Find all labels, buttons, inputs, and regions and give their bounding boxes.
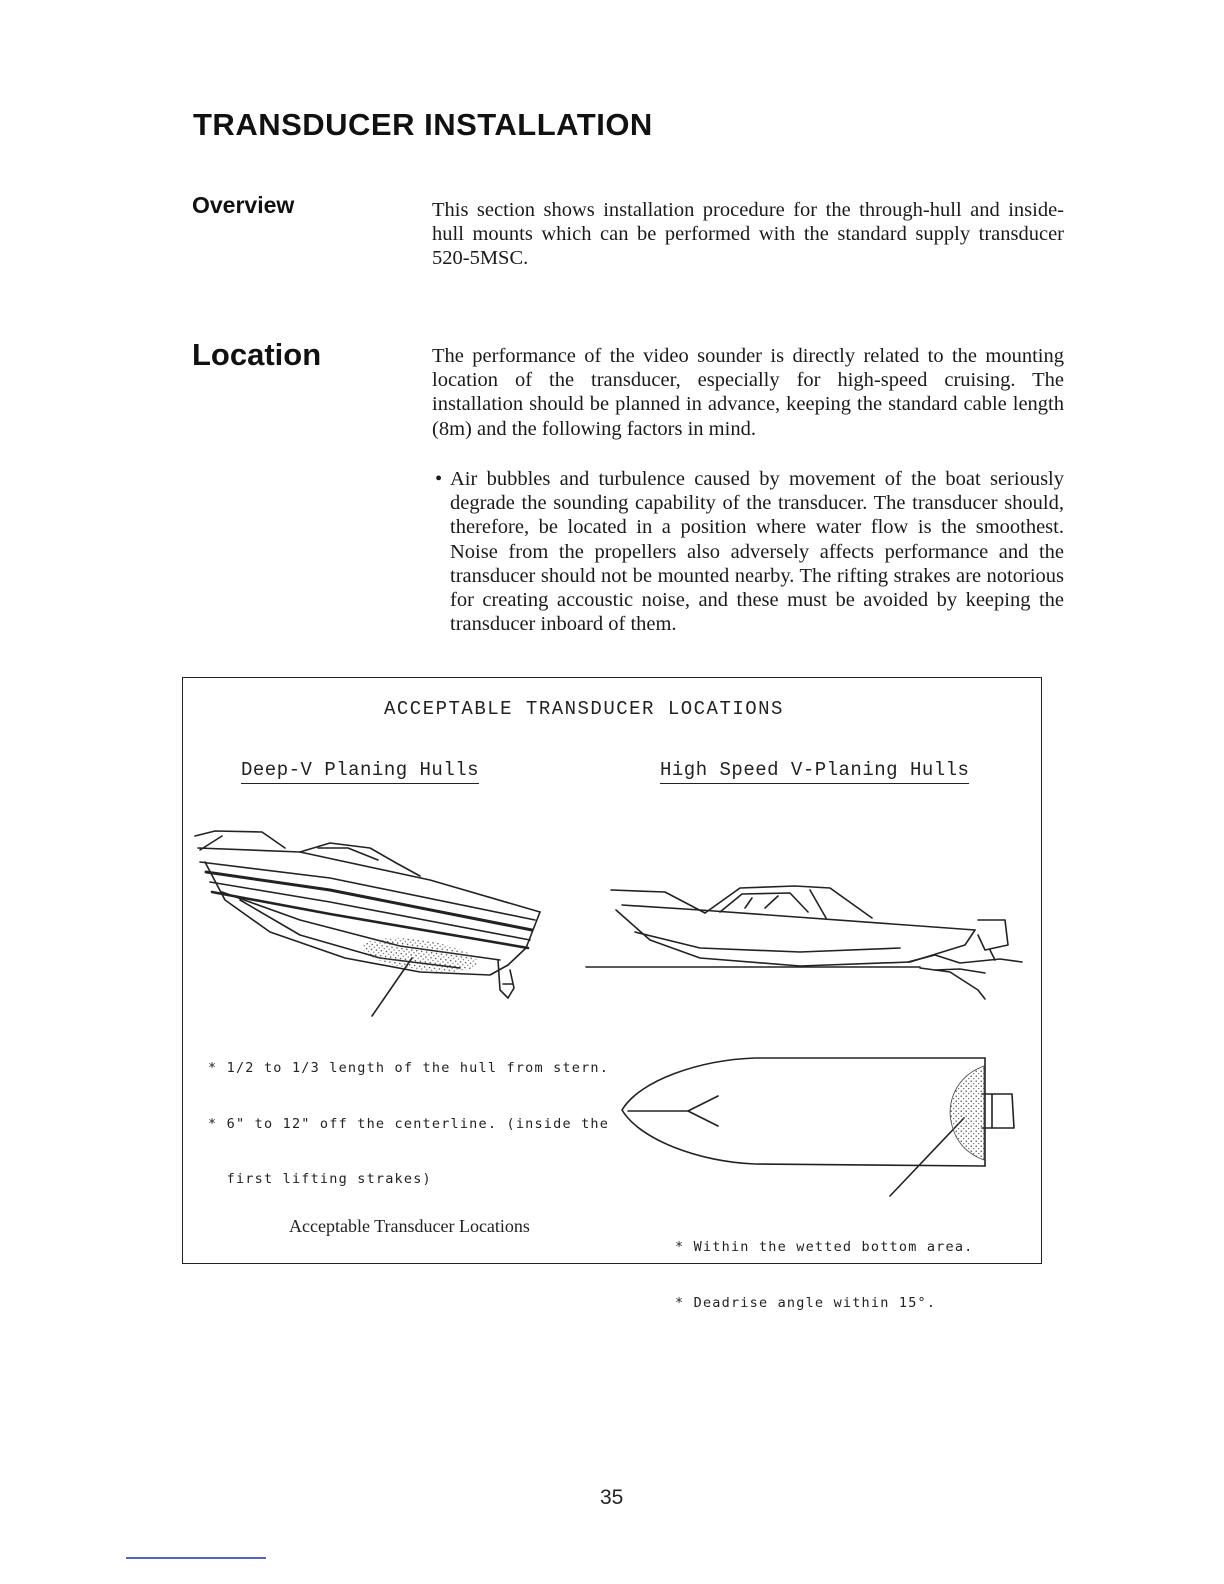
high-speed-notes: [675, 1201, 974, 1331]
deep-v-notes: [208, 1022, 609, 1207]
deep-v-boat-illustration: [195, 831, 540, 1016]
page-number: 35: [600, 1486, 624, 1509]
deep-v-note-2: * 6" to 12" off the centerline. (inside the: [208, 1115, 610, 1132]
deep-v-transducer-area: [360, 932, 479, 978]
page-title: TRANSDUCER INSTALLATION: [193, 107, 653, 142]
figure-title: ACCEPTABLE TRANSDUCER LOCATIONS: [384, 698, 784, 720]
overview-paragraph: This section shows installation procedure for the through-hull and inside-hull mounts which can be performed with the standard supply transducer 520-5MSC.: [432, 199, 1064, 270]
location-heading: Location: [192, 337, 322, 372]
overview-heading: Overview: [192, 192, 295, 218]
high-speed-note-1: * Within the wetted bottom area.: [675, 1239, 974, 1255]
figure-caption: Acceptable Transducer Locations: [289, 1216, 530, 1236]
high-speed-heading: High Speed V-Planing Hulls: [660, 759, 969, 784]
location-paragraph: The performance of the video sounder is directly related to the mounting location of the transducer, especially for high-speed cruising. The installation should be planned in advance, keeping the standard cable length (8m) and the following factors in mind.: [432, 345, 1064, 440]
high-speed-boat-illustration: [586, 886, 1022, 999]
bullet-marker: •: [435, 468, 443, 490]
deep-v-heading: Deep-V Planing Hulls: [241, 759, 479, 784]
footer-rule: [126, 1557, 266, 1559]
deep-v-note-1: * 1/2 to 1/3 length of the hull from stern.: [208, 1060, 610, 1076]
location-bullet-text: Air bubbles and turbulence caused by movement of the boat seriously degrade the sounding capability of the transducer. The transducer should, therefore, be located in a position where water flow is the smoothest. Noise from the propellers also adversely affects performance and the transducer should not be mounted nearby. The rifting strakes are notorious for creating accoustic noise, and these must be avoided by keeping the transducer inboard of them.: [450, 468, 1064, 636]
plan-view-transducer-area: [950, 1066, 984, 1160]
deep-v-note-3: first lifting strakes): [208, 1171, 432, 1187]
high-speed-note-2: * Deadrise angle within 15°.: [675, 1294, 937, 1311]
